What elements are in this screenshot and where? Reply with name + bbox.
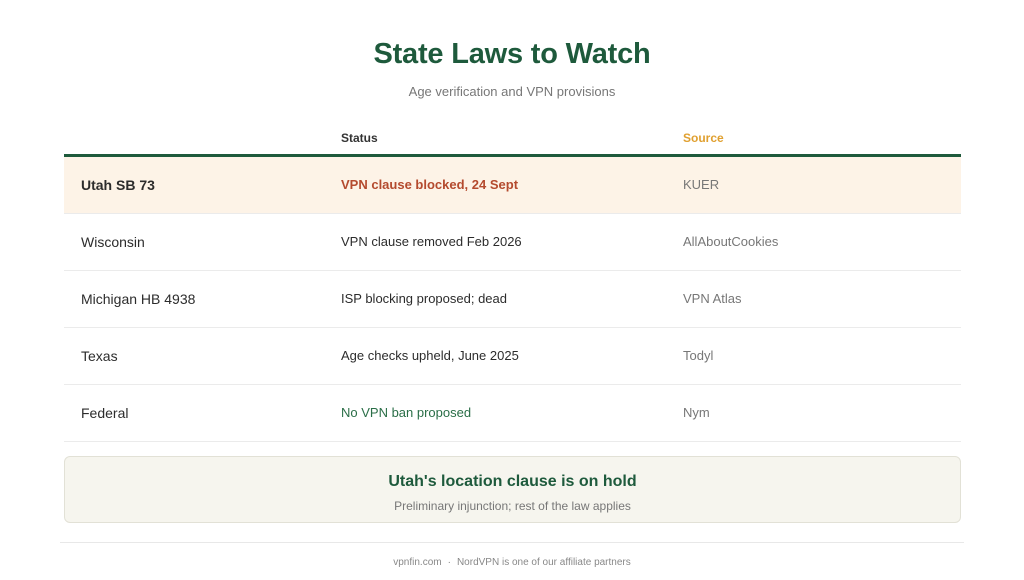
law-status: ISP blocking proposed; dead: [341, 291, 507, 306]
page-title: State Laws to Watch: [373, 38, 651, 70]
law-source: KUER: [683, 177, 720, 192]
law-source: Nym: [683, 405, 710, 420]
law-status: VPN clause removed Feb 2026: [341, 234, 522, 249]
law-status: No VPN ban proposed: [341, 405, 472, 420]
law-source: VPN Atlas: [683, 291, 742, 306]
law-name: Wisconsin: [81, 234, 145, 250]
table-row: [64, 271, 961, 328]
footer-note: NordVPN is one of our affiliate partners: [456, 557, 631, 568]
law-name: Texas: [81, 348, 118, 364]
footer: [0, 557, 1024, 568]
column-header-status: Status: [341, 131, 378, 145]
law-name: Utah SB 73: [81, 177, 155, 193]
footer-divider: [60, 542, 964, 543]
law-source: AllAboutCookies: [683, 234, 779, 249]
table-header: [64, 126, 961, 157]
callout-box: [64, 456, 961, 523]
callout-subtitle: Preliminary injunction; rest of the law applies: [394, 499, 631, 513]
footer-separator: ·: [447, 557, 451, 568]
table-row: [64, 328, 961, 385]
table-row: [64, 157, 961, 214]
table-row: [64, 214, 961, 271]
callout-title: Utah's location clause is on hold: [388, 473, 637, 490]
page-subtitle: Age verification and VPN provisions: [408, 84, 616, 99]
law-status: VPN clause blocked, 24 Sept: [341, 177, 519, 192]
column-header-source: Source: [683, 131, 724, 145]
law-source: Todyl: [683, 348, 714, 363]
footer-site: vpnfin.com: [393, 557, 442, 568]
laws-table: [64, 126, 961, 442]
law-name: Federal: [81, 405, 129, 421]
law-status: Age checks upheld, June 2025: [341, 348, 519, 363]
law-name: Michigan HB 4938: [81, 291, 196, 307]
table-row: [64, 385, 961, 442]
